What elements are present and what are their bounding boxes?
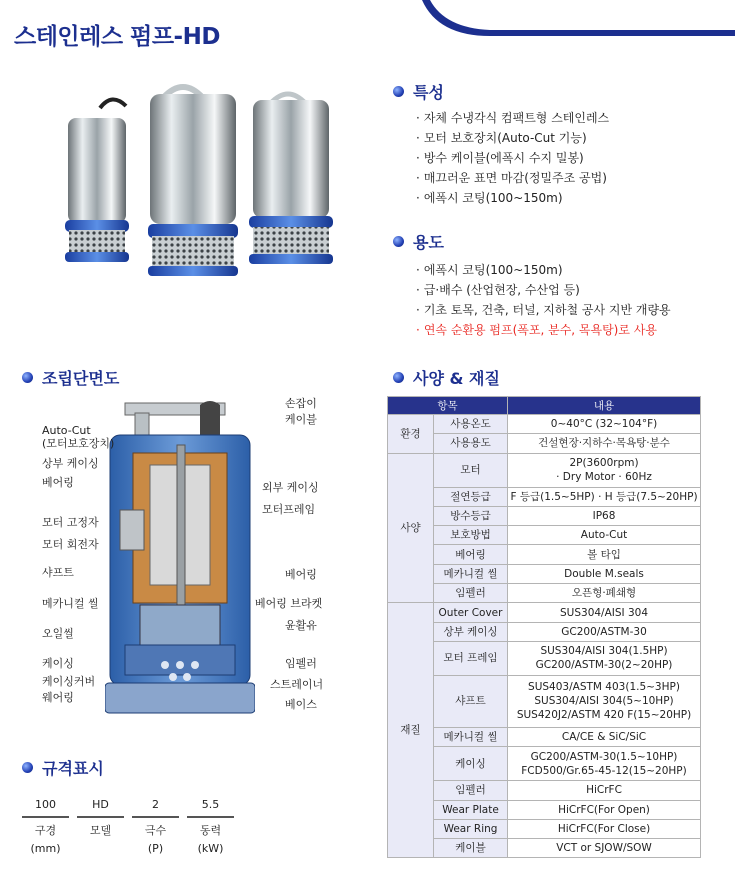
row-value: [508, 641, 701, 675]
row-label: 모터: [434, 453, 508, 487]
row-label: 임펠러: [434, 781, 508, 800]
bullet-icon: [393, 236, 404, 247]
row-label: 케이싱: [434, 747, 508, 781]
value-line: SUS403/ASTM 403(1.5~3HP): [528, 681, 680, 694]
row-value: 오픈형·폐쇄형: [508, 584, 701, 603]
row-value: [508, 453, 701, 487]
table-row: [388, 800, 701, 819]
row-label: 메카니컬 씰: [434, 727, 508, 746]
table-row: [388, 434, 701, 453]
row-label: Wear Ring: [434, 819, 508, 838]
value-line: HiCrFC: [586, 784, 622, 797]
label-bearing-right: 베어링: [285, 568, 317, 581]
bullet-icon: [393, 86, 404, 97]
header-swoosh: [420, 0, 735, 40]
code-model: HD: [92, 798, 109, 811]
pump-product-image: [55, 80, 355, 280]
value-line: GC200/ASTM-30(1.5~10HP): [530, 750, 678, 763]
value-line: SUS304/AISI 304(1.5HP): [540, 645, 668, 658]
value-line: 2P(3600rpm): [569, 457, 639, 470]
label-base: 베이스: [285, 698, 317, 711]
code-desc-power: [183, 822, 238, 858]
value-line: FCD500/Gr.65-45-12(15~20HP): [521, 764, 687, 777]
row-value: IP68: [508, 506, 701, 525]
table-row: [388, 641, 701, 675]
header-item: 항목: [388, 397, 508, 415]
label-strainer: 스트레이너: [270, 678, 324, 691]
label-motor-protection: (모터보호장치): [42, 437, 115, 450]
label-auto-cut: Auto-Cut: [42, 424, 91, 437]
list-item: · 기초 토목, 건축, 터널, 지하철 공사 지반 개량용: [416, 303, 671, 317]
row-value: [508, 675, 701, 727]
label-motor-rotor: 모터 회전자: [42, 538, 99, 551]
bullet-icon: [22, 372, 33, 383]
row-label: 케이블: [434, 839, 508, 858]
value-line: SUS304/AISI 304: [560, 606, 649, 619]
table-row: [388, 675, 701, 727]
row-label: 모터 프레임: [434, 641, 508, 675]
row-value: 볼 타입: [508, 545, 701, 564]
row-value: [508, 727, 701, 746]
group-spec: 사양: [388, 453, 434, 603]
row-value: F 등급(1.5~5HP) · H 등급(7.5~20HP): [508, 487, 701, 506]
label-shaft: 샤프트: [42, 566, 74, 579]
table-row: [388, 727, 701, 746]
code-poles: 2: [152, 798, 159, 811]
value-line: · Dry Motor · 60Hz: [556, 471, 652, 484]
model-code-heading: 규격표시: [22, 756, 104, 779]
table-row: [388, 545, 701, 564]
table-row: [388, 453, 701, 487]
spec-heading: 사양 & 재질: [393, 366, 500, 389]
value-line: SUS304/AISI 304(5~10HP): [534, 695, 674, 708]
row-label: 베어링: [434, 545, 508, 564]
row-label: 사용온도: [434, 415, 508, 434]
label-lubricant: 윤활유: [285, 619, 317, 632]
row-value: [508, 622, 701, 641]
code-desc-model: [73, 822, 128, 858]
value-line: CA/CE & SiC/SiC: [561, 731, 647, 744]
code-name: 동력: [199, 824, 222, 837]
assembly-heading: 조립단면도: [22, 366, 119, 389]
row-value: 건설현장·지하수·목욕탕·분수: [508, 434, 701, 453]
code-underline: [22, 816, 69, 818]
code-underline: [132, 816, 179, 818]
label-upper-casing: 상부 케이싱: [42, 457, 99, 470]
group-material: 재질: [388, 603, 434, 858]
row-label: 보호방법: [434, 526, 508, 545]
code-desc-size: [18, 822, 73, 858]
row-label: 임펠러: [434, 584, 508, 603]
label-casing-cover: 케이싱커버: [42, 675, 96, 688]
list-item: · 에폭시 코팅(100~150m): [416, 191, 563, 205]
table-row: [388, 819, 701, 838]
bullet-icon: [22, 762, 33, 773]
row-value: [508, 800, 701, 819]
code-desc-poles: [128, 822, 183, 858]
code-name: 극수: [144, 824, 167, 837]
code-power: 5.5: [201, 798, 220, 811]
table-row: [388, 584, 701, 603]
table-row: [388, 526, 701, 545]
label-outer-casing: 외부 케이싱: [262, 481, 319, 494]
value-line: GC200/ASTM-30: [561, 625, 647, 638]
label-oil-seal: 오일씰: [42, 627, 74, 640]
row-value: [508, 747, 701, 781]
code-size: 100: [35, 798, 56, 811]
row-value: [508, 839, 701, 858]
row-label: 사용용도: [434, 434, 508, 453]
model-code-values: [18, 798, 238, 811]
table-row: [388, 781, 701, 800]
value-line: SUS420J2/ASTM 420 F(15~20HP): [516, 709, 692, 722]
list-item: · 모터 보호장치(Auto-Cut 기능): [416, 131, 587, 145]
list-item: · 에폭시 코팅(100~150m): [416, 263, 563, 277]
uses-heading: 용도: [393, 230, 444, 253]
table-row: [388, 622, 701, 641]
value-line: HiCrFC(For Open): [558, 803, 650, 816]
code-name: 모델: [89, 824, 112, 837]
row-label: 방수등급: [434, 506, 508, 525]
page-title: 스테인레스 펌프-HD: [14, 24, 220, 50]
label-casing: 케이싱: [42, 657, 74, 670]
code-name: 구경: [34, 824, 57, 837]
header-content: 내용: [508, 397, 701, 415]
value-line: HiCrFC(For Close): [557, 823, 651, 835]
group-env: 환경: [388, 415, 434, 454]
table-row: [388, 603, 701, 622]
value-line: GC200/ASTM-30(2~20HP): [535, 659, 673, 672]
code-underline: [77, 816, 124, 818]
label-cable: 케이블: [285, 413, 317, 426]
row-value: [508, 603, 701, 622]
list-item-highlight: · 연속 순환용 펌프(폭포, 분수, 목욕탕)로 사용: [416, 323, 657, 337]
label-handle: 손잡이: [285, 397, 317, 410]
list-item: · 방수 케이블(에폭시 수지 밀봉): [416, 151, 584, 165]
row-label: Outer Cover: [434, 603, 508, 622]
code-unit: (P): [147, 842, 164, 855]
features-heading: 특성: [393, 80, 444, 103]
label-mechanical-seal: 메카니컬 씰: [42, 597, 99, 610]
table-row: [388, 564, 701, 583]
row-label: 절연등급: [434, 487, 508, 506]
features-list: [416, 108, 609, 208]
label-motor-frame: 모터프레임: [262, 503, 316, 516]
uses-list: [416, 260, 671, 340]
list-item: · 자체 수냉각식 컴팩트형 스테인레스: [416, 111, 610, 125]
table-row: [388, 487, 701, 506]
label-motor-stator: 모터 고정자: [42, 516, 99, 529]
row-value: Double M.seals: [508, 564, 701, 583]
code-unit: (kW): [197, 842, 224, 855]
table-row: [388, 747, 701, 781]
list-item: · 매끄러운 표면 마감(정밀주조 공법): [416, 171, 607, 185]
row-value: Auto-Cut: [508, 526, 701, 545]
table-header-row: [388, 397, 701, 415]
row-label: 메카니컬 씰: [434, 564, 508, 583]
bullet-icon: [393, 372, 404, 383]
label-impeller: 임펠러: [285, 657, 317, 670]
row-label: 상부 케이싱: [434, 622, 508, 641]
value-line: VCT or SJOW/SOW: [556, 842, 652, 855]
table-row: [388, 506, 701, 525]
row-value: 0~40°C (32~104°F): [508, 415, 701, 434]
label-bearing: 베어링: [42, 476, 74, 489]
row-label: Wear Plate: [434, 800, 508, 819]
model-code-descriptions: [18, 822, 238, 858]
label-wear-ring: 웨어링: [42, 691, 74, 704]
code-underline: [187, 816, 234, 818]
row-value: [508, 781, 701, 800]
label-bearing-bracket: 베어링 브라켓: [255, 597, 323, 610]
cross-section-diagram: [105, 395, 255, 715]
row-value: [508, 819, 701, 838]
row-label: 샤프트: [434, 675, 508, 727]
list-item: · 급·배수 (산업현장, 수산업 등): [416, 283, 580, 297]
code-unit: (mm): [30, 842, 61, 855]
table-row: [388, 839, 701, 858]
table-row: [388, 415, 701, 434]
spec-table: [387, 396, 701, 858]
